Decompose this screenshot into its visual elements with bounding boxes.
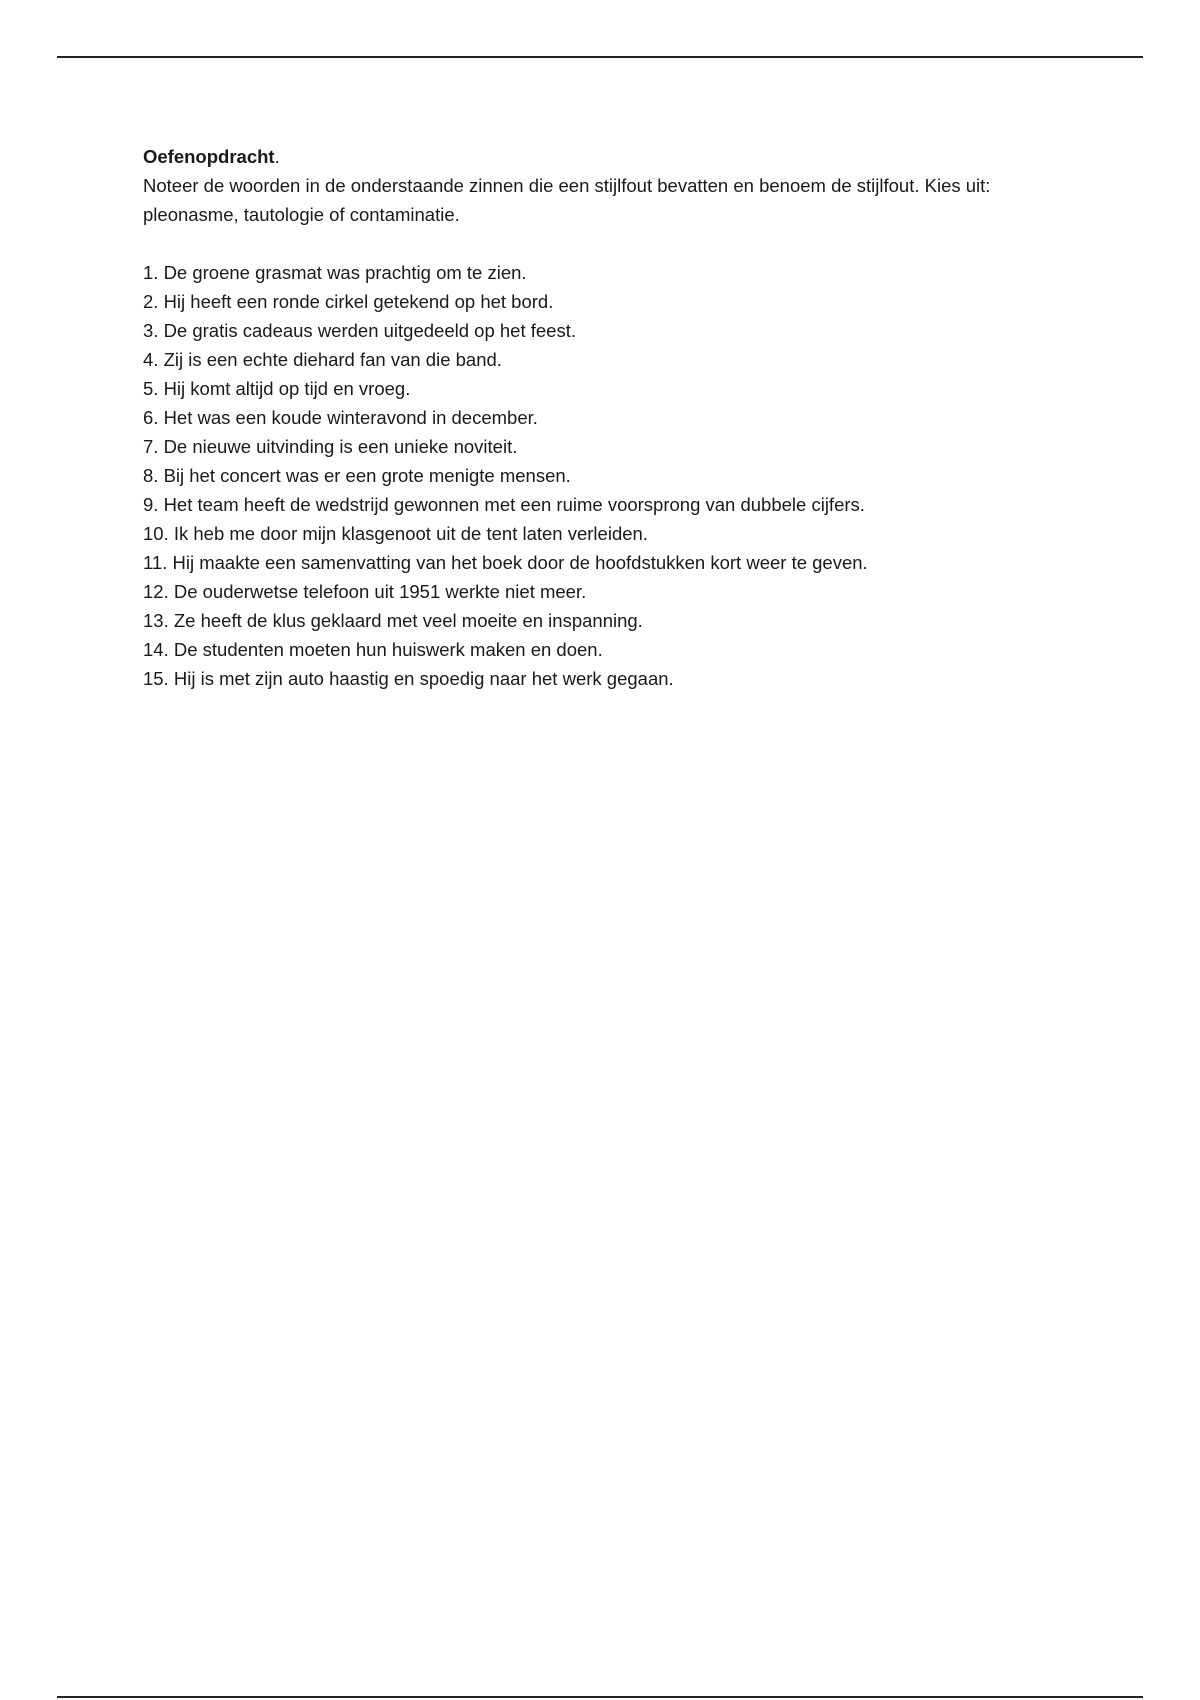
sentence-item: 11. Hij maakte een samenvatting van het boek door de hoofdstukken kort weer te geven. xyxy=(143,552,868,573)
sentence-item: 13. Ze heeft de klus geklaard met veel moeite en inspanning. xyxy=(143,610,643,631)
footer-rule xyxy=(57,1696,1143,1698)
sentence-item: 1. De groene grasmat was prachtig om te zien. xyxy=(143,262,527,283)
document-body xyxy=(143,142,1063,693)
sentence-item: 14. De studenten moeten hun huiswerk maken en doen. xyxy=(143,639,603,660)
sentence-item: 5. Hij komt altijd op tijd en vroeg. xyxy=(143,378,411,399)
sentence-item: 15. Hij is met zijn auto haastig en spoedig naar het werk gegaan. xyxy=(143,668,674,689)
sentence-item: 4. Zij is een echte diehard fan van die band. xyxy=(143,349,502,370)
sentence-item: 3. De gratis cadeaus werden uitgedeeld op het feest. xyxy=(143,320,576,341)
exercise-instruction: Noteer de woorden in de onderstaande zinnen die een stijlfout bevatten en benoem de stijlfout. Kies uit: pleonasme, tautologie of contaminatie. xyxy=(143,175,991,225)
sentence-item: 8. Bij het concert was er een grote menigte mensen. xyxy=(143,465,571,486)
exercise-title: Oefenopdracht xyxy=(143,146,275,167)
sentence-list xyxy=(143,258,1063,693)
sentence-item: 12. De ouderwetse telefoon uit 1951 werkte niet meer. xyxy=(143,581,587,602)
header-rule xyxy=(57,56,1143,58)
sentence-item: 9. Het team heeft de wedstrijd gewonnen met een ruime voorsprong van dubbele cijfers. xyxy=(143,494,865,515)
sentence-item: 7. De nieuwe uitvinding is een unieke noviteit. xyxy=(143,436,518,457)
exercise-heading xyxy=(143,142,1063,171)
sentence-item: 2. Hij heeft een ronde cirkel getekend op het bord. xyxy=(143,291,554,312)
sentence-item: 6. Het was een koude winteravond in december. xyxy=(143,407,538,428)
sentence-item: 10. Ik heb me door mijn klasgenoot uit de tent laten verleiden. xyxy=(143,523,648,544)
exercise-title-period: . xyxy=(274,146,280,167)
